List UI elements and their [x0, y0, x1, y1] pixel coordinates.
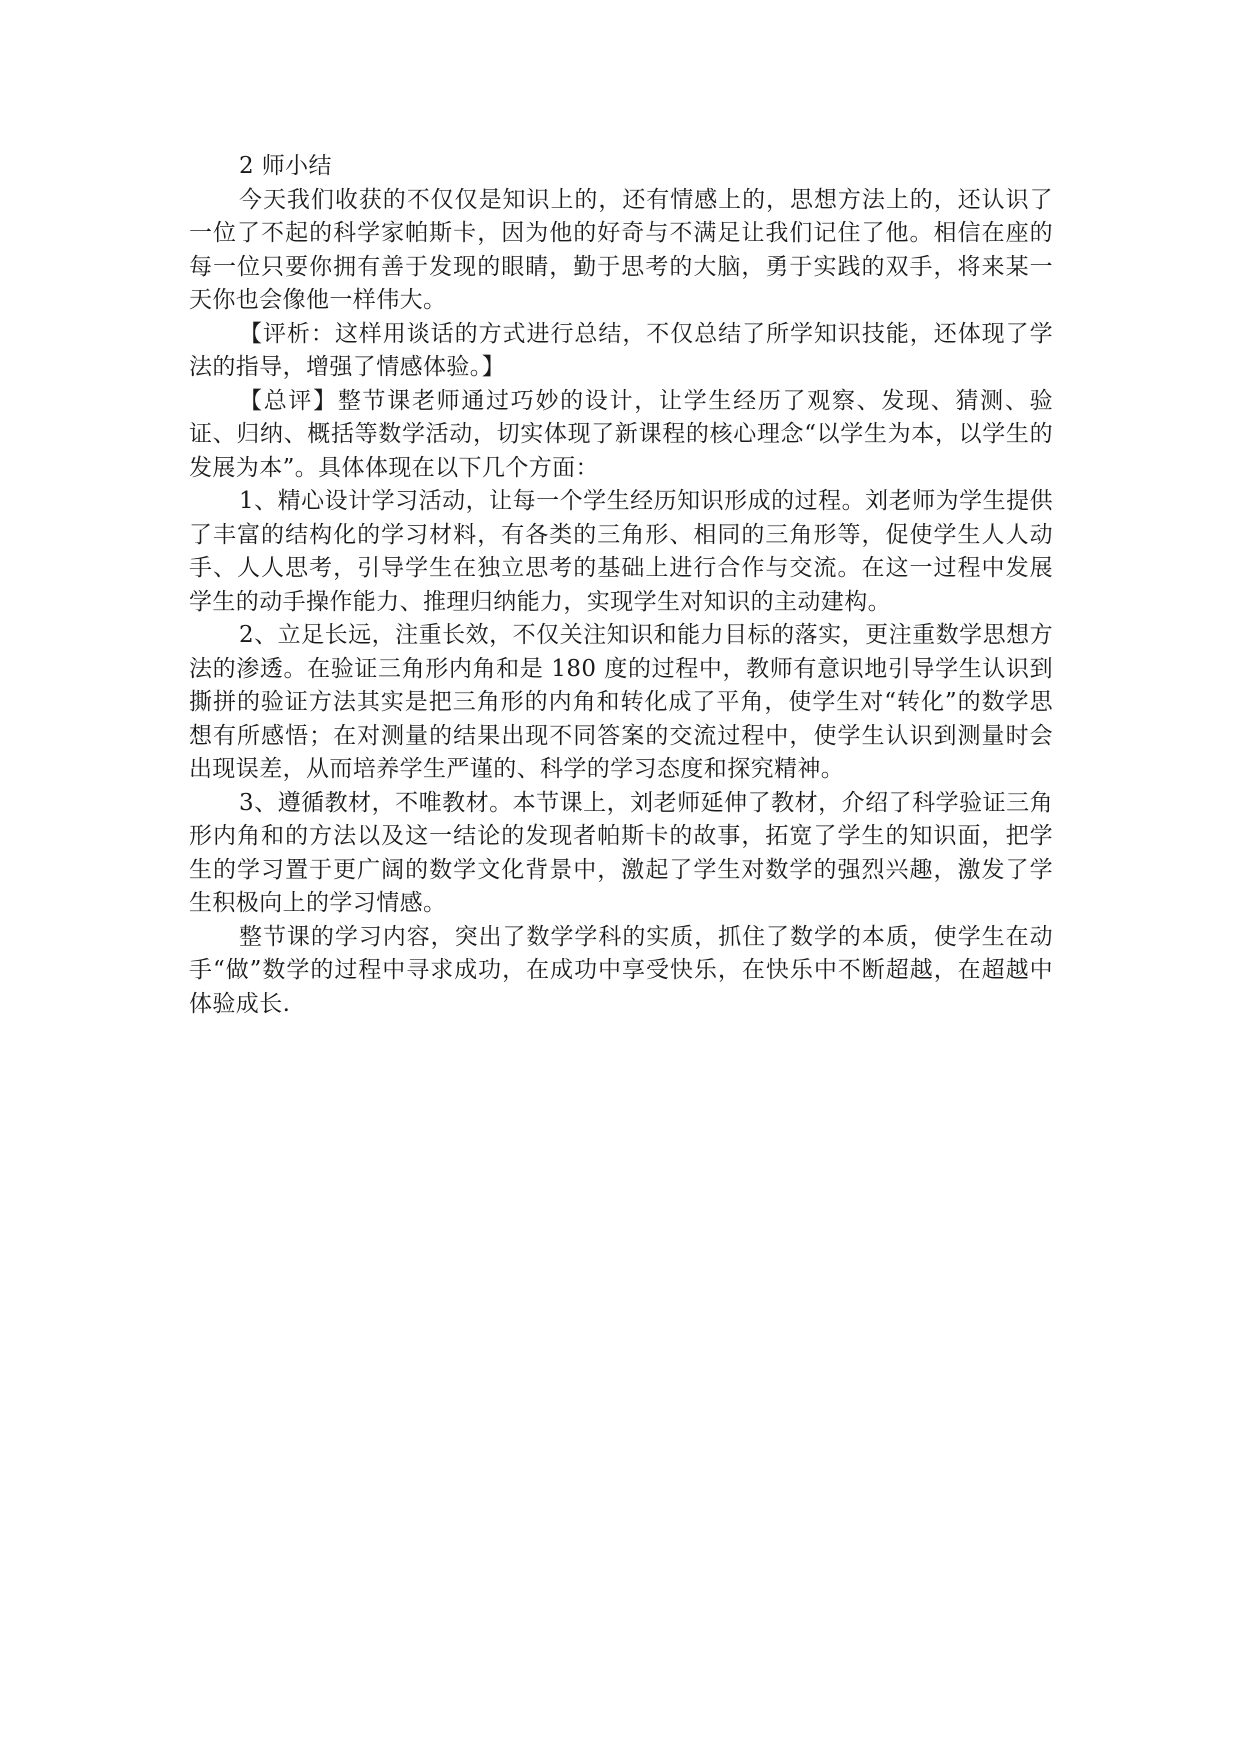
- paragraph-point-2: 2、立足长远，注重长效，不仅关注知识和能力目标的落实，更注重数学思想方法的渗透。在验证三角形内角和是 180 度的过程中，教师有意识地引导学生认识到撕拼的验证方法其实是把三角形的内角和转化成了平角，使学生对“转化”的数学思想有所感悟；在对测量的结果出现不同答案的交流过程中，使学生认识到测量时会出现误差，从而培养学生严谨的、科学的学习态度和探究精神。: [189, 622, 1053, 782]
- paragraph-point-1: 1、精心设计学习活动，让每一个学生经历知识形成的过程。刘老师为学生提供了丰富的结构化的学习材料，有各类的三角形、相同的三角形等，促使学生人人动手、人人思考，引导学生在独立思考的基础上进行合作与交流。在这一过程中发展学生的动手操作能力、推理归纳能力，实现学生对知识的主动建构。: [189, 488, 1053, 615]
- section-heading: 2 师小结: [239, 153, 332, 179]
- paragraph-summary: 今天我们收获的不仅仅是知识上的，还有情感上的，思想方法上的，还认识了一位了不起的科学家帕斯卡，因为他的好奇与不满足让我们记住了他。相信在座的每一位只要你拥有善于发现的眼睛，勤于思考的大脑，勇于实践的双手，将来某一天你也会像他一样伟大。: [189, 186, 1053, 313]
- paragraph-overall-review: 【总评】整节课老师通过巧妙的设计，让学生经历了观察、发现、猜测、验证、归纳、概括等数学活动，切实体现了新课程的核心理念“以学生为本，以学生的发展为本”。具体体现在以下几个方面：: [189, 387, 1053, 481]
- document-page: [189, 150, 1053, 1021]
- paragraph-conclusion: 整节课的学习内容，突出了数学学科的实质，抓住了数学的本质，使学生在动手“做”数学的过程中寻求成功，在成功中享受快乐，在快乐中不断超越，在超越中体验成长.: [189, 923, 1053, 1017]
- paragraph-point-3: 3、遵循教材，不唯教材。本节课上，刘老师延伸了教材，介绍了科学验证三角形内角和的方法以及这一结论的发现者帕斯卡的故事，拓宽了学生的知识面，把学生的学习置于更广阔的数学文化背景中，激起了学生对数学的强烈兴趣，激发了学生积极向上的学习情感。: [189, 789, 1053, 916]
- paragraph-analysis: 【评析：这样用谈话的方式进行总结，不仅总结了所学知识技能，还体现了学法的指导，增强了情感体验。】: [189, 320, 1053, 380]
